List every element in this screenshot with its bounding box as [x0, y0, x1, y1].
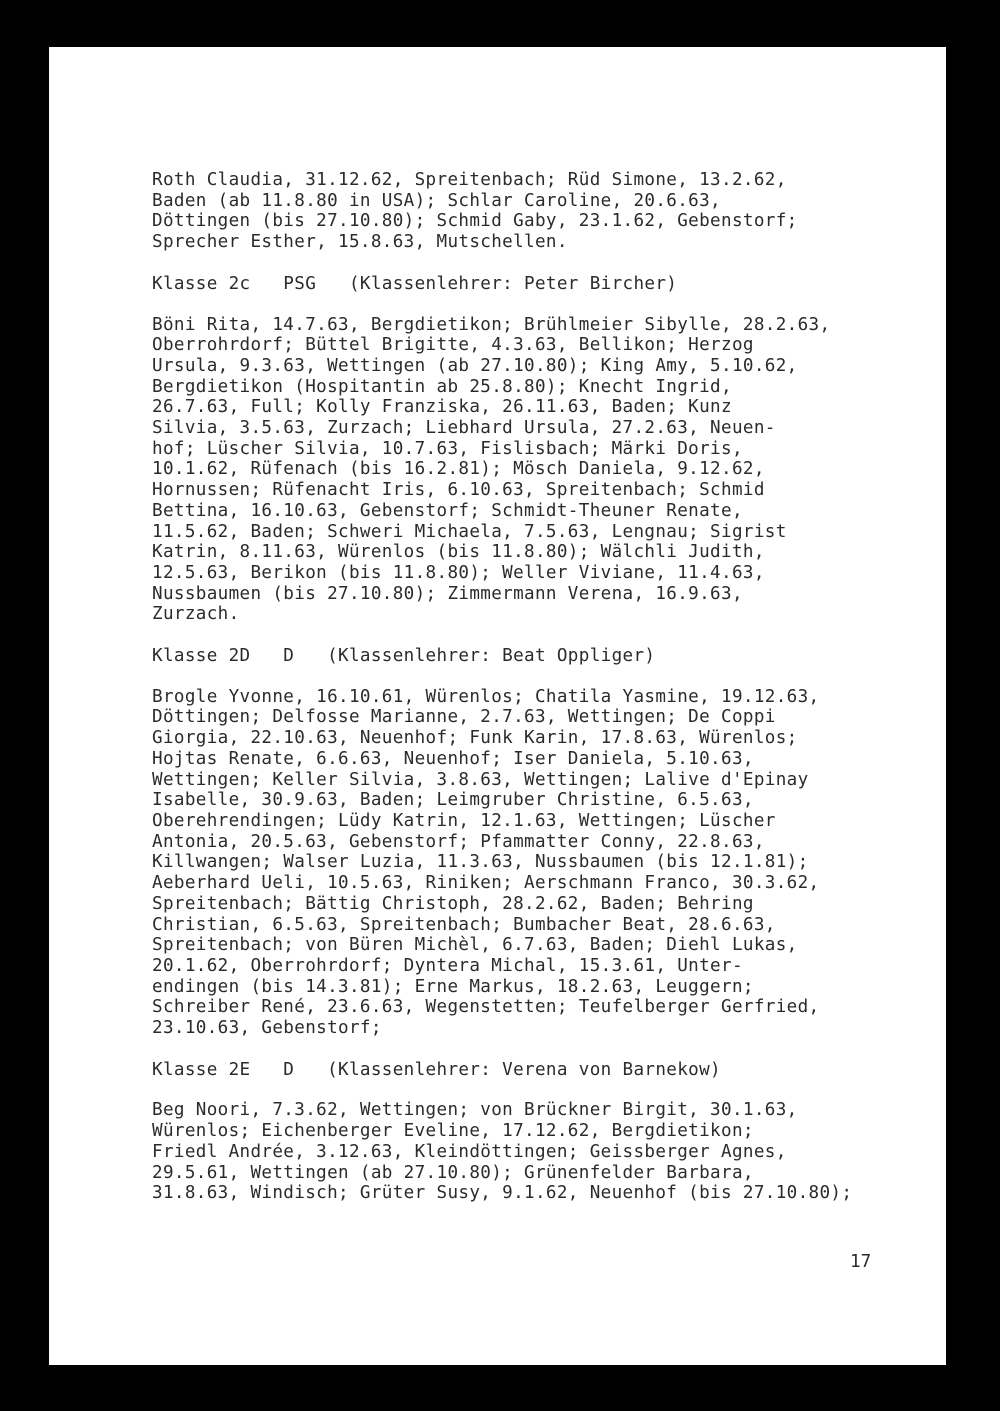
text-line: Friedl Andrée, 3.12.63, Kleindöttingen; Geissberger Agnes, [152, 1141, 787, 1162]
document-page [49, 47, 946, 1365]
text-line: 11.5.62, Baden; Schweri Michaela, 7.5.63, Lengnau; Sigrist [152, 521, 787, 542]
text-line: Killwangen; Walser Luzia, 11.3.63, Nussbaumen (bis 12.1.81); [152, 852, 809, 873]
text-line: Zurzach. [152, 604, 240, 625]
text-line: 29.5.61, Wettingen (ab 27.10.80); Grünenfelder Barbara, [152, 1162, 754, 1183]
text-line: Baden (ab 11.8.80 in USA); Schlar Caroline, 20.6.63, [152, 190, 722, 211]
text-line: Antonia, 20.5.63, Gebenstorf; Pfammatter Conny, 22.8.63, [152, 831, 765, 852]
section-klasse-2e [152, 1100, 912, 1204]
text-line: Aeberhard Ueli, 10.5.63, Riniken; Aerschmann Franco, 30.3.62, [152, 873, 820, 894]
text-line: Christian, 6.5.63, Spreitenbach; Bumbacher Beat, 28.6.63, [152, 914, 776, 935]
text-line: Spreitenbach; Bättig Christoph, 28.2.62, Baden; Behring [152, 893, 754, 914]
text-line: Giorgia, 22.10.63, Neuenhof; Funk Karin, 17.8.63, Würenlos; [152, 728, 798, 749]
text-line: Döttingen; Delfosse Marianne, 2.7.63, Wettingen; De Coppi [152, 707, 776, 728]
text-line: Roth Claudia, 31.12.62, Spreitenbach; Rüd Simone, 13.2.62, [152, 170, 787, 190]
text-line: Oberehrendingen; Lüdy Katrin, 12.1.63, Wettingen; Lüscher [152, 810, 776, 831]
text-line: 31.8.63, Windisch; Grüter Susy, 9.1.62, Neuenhof (bis 27.10.80); [152, 1183, 853, 1204]
text-line: 23.10.63, Gebenstorf; [152, 1018, 382, 1039]
text-line: Ursula, 9.3.63, Wettingen (ab 27.10.80); King Amy, 5.10.62, [152, 355, 798, 376]
text-line: Würenlos; Eichenberger Eveline, 17.12.62, Bergdietikon; [152, 1121, 754, 1142]
text-line: Brogle Yvonne, 16.10.61, Würenlos; Chatila Yasmine, 19.12.63, [152, 686, 820, 707]
text-line: Katrin, 8.11.63, Würenlos (bis 11.8.80); Wälchli Judith, [152, 542, 765, 563]
text-line: Beg Noori, 7.3.62, Wettingen; von Brückner Birgit, 30.1.63, [152, 1100, 798, 1121]
text-line: Schreiber René, 23.6.63, Wegenstetten; Teufelberger Gerfried, [152, 997, 820, 1018]
text-line: 12.5.63, Berikon (bis 11.8.80); Weller Viviane, 11.4.63, [152, 562, 765, 583]
text-line: endingen (bis 14.3.81); Erne Markus, 18.2.63, Leuggern; [152, 976, 754, 997]
text-line: 10.1.62, Rüfenach (bis 16.2.81); Mösch Daniela, 9.12.62, [152, 459, 765, 480]
section-heading-klasse-2e: Klasse 2E D (Klassenlehrer: Verena von Barnekow) [152, 1059, 722, 1080]
text-line: Oberrohrdorf; Büttel Brigitte, 4.3.63, Bellikon; Herzog [152, 335, 754, 356]
document-body [152, 170, 912, 1204]
text-line: Bettina, 16.10.63, Gebenstorf; Schmidt-Theuner Renate, [152, 500, 743, 521]
text-line: Hojtas Renate, 6.6.63, Neuenhof; Iser Daniela, 5.10.63, [152, 748, 754, 769]
text-line: 20.1.62, Oberrohrdorf; Dyntera Michal, 15.3.61, Unter- [152, 955, 743, 976]
text-line: Nussbaumen (bis 27.10.80); Zimmermann Verena, 16.9.63, [152, 583, 743, 604]
text-line: Wettingen; Keller Silvia, 3.8.63, Wettingen; Lalive d'Epinay [152, 769, 809, 790]
section-klasse-2c [152, 315, 912, 626]
text-line: Bergdietikon (Hospitantin ab 25.8.80); Knecht Ingrid, [152, 376, 732, 397]
page-number: 17 [850, 1252, 872, 1272]
text-line: Döttingen (bis 27.10.80); Schmid Gaby, 23.1.62, Gebenstorf; [152, 211, 798, 232]
section-heading-klasse-2c: Klasse 2c PSG (Klassenlehrer: Peter Bircher) [152, 273, 678, 294]
text-line: hof; Lüscher Silvia, 10.7.63, Fislisbach; Märki Doris, [152, 438, 743, 459]
text-line: 26.7.63, Full; Kolly Franziska, 26.11.63, Baden; Kunz [152, 397, 732, 418]
text-line: Böni Rita, 14.7.63, Bergdietikon; Brühlmeier Sibylle, 28.2.63, [152, 314, 831, 335]
text-line: Isabelle, 30.9.63, Baden; Leimgruber Christine, 6.5.63, [152, 790, 754, 811]
section-intro [152, 170, 912, 253]
section-heading-klasse-2d: Klasse 2D D (Klassenlehrer: Beat Oppliger) [152, 646, 656, 667]
text-line: Sprecher Esther, 15.8.63, Mutschellen. [152, 232, 568, 253]
text-line: Spreitenbach; von Büren Michèl, 6.7.63, Baden; Diehl Lukas, [152, 935, 798, 956]
section-klasse-2d [152, 687, 912, 1039]
text-line: Hornussen; Rüfenacht Iris, 6.10.63, Spreitenbach; Schmid [152, 480, 765, 501]
text-line: Silvia, 3.5.63, Zurzach; Liebhard Ursula, 27.2.63, Neuen- [152, 418, 776, 439]
